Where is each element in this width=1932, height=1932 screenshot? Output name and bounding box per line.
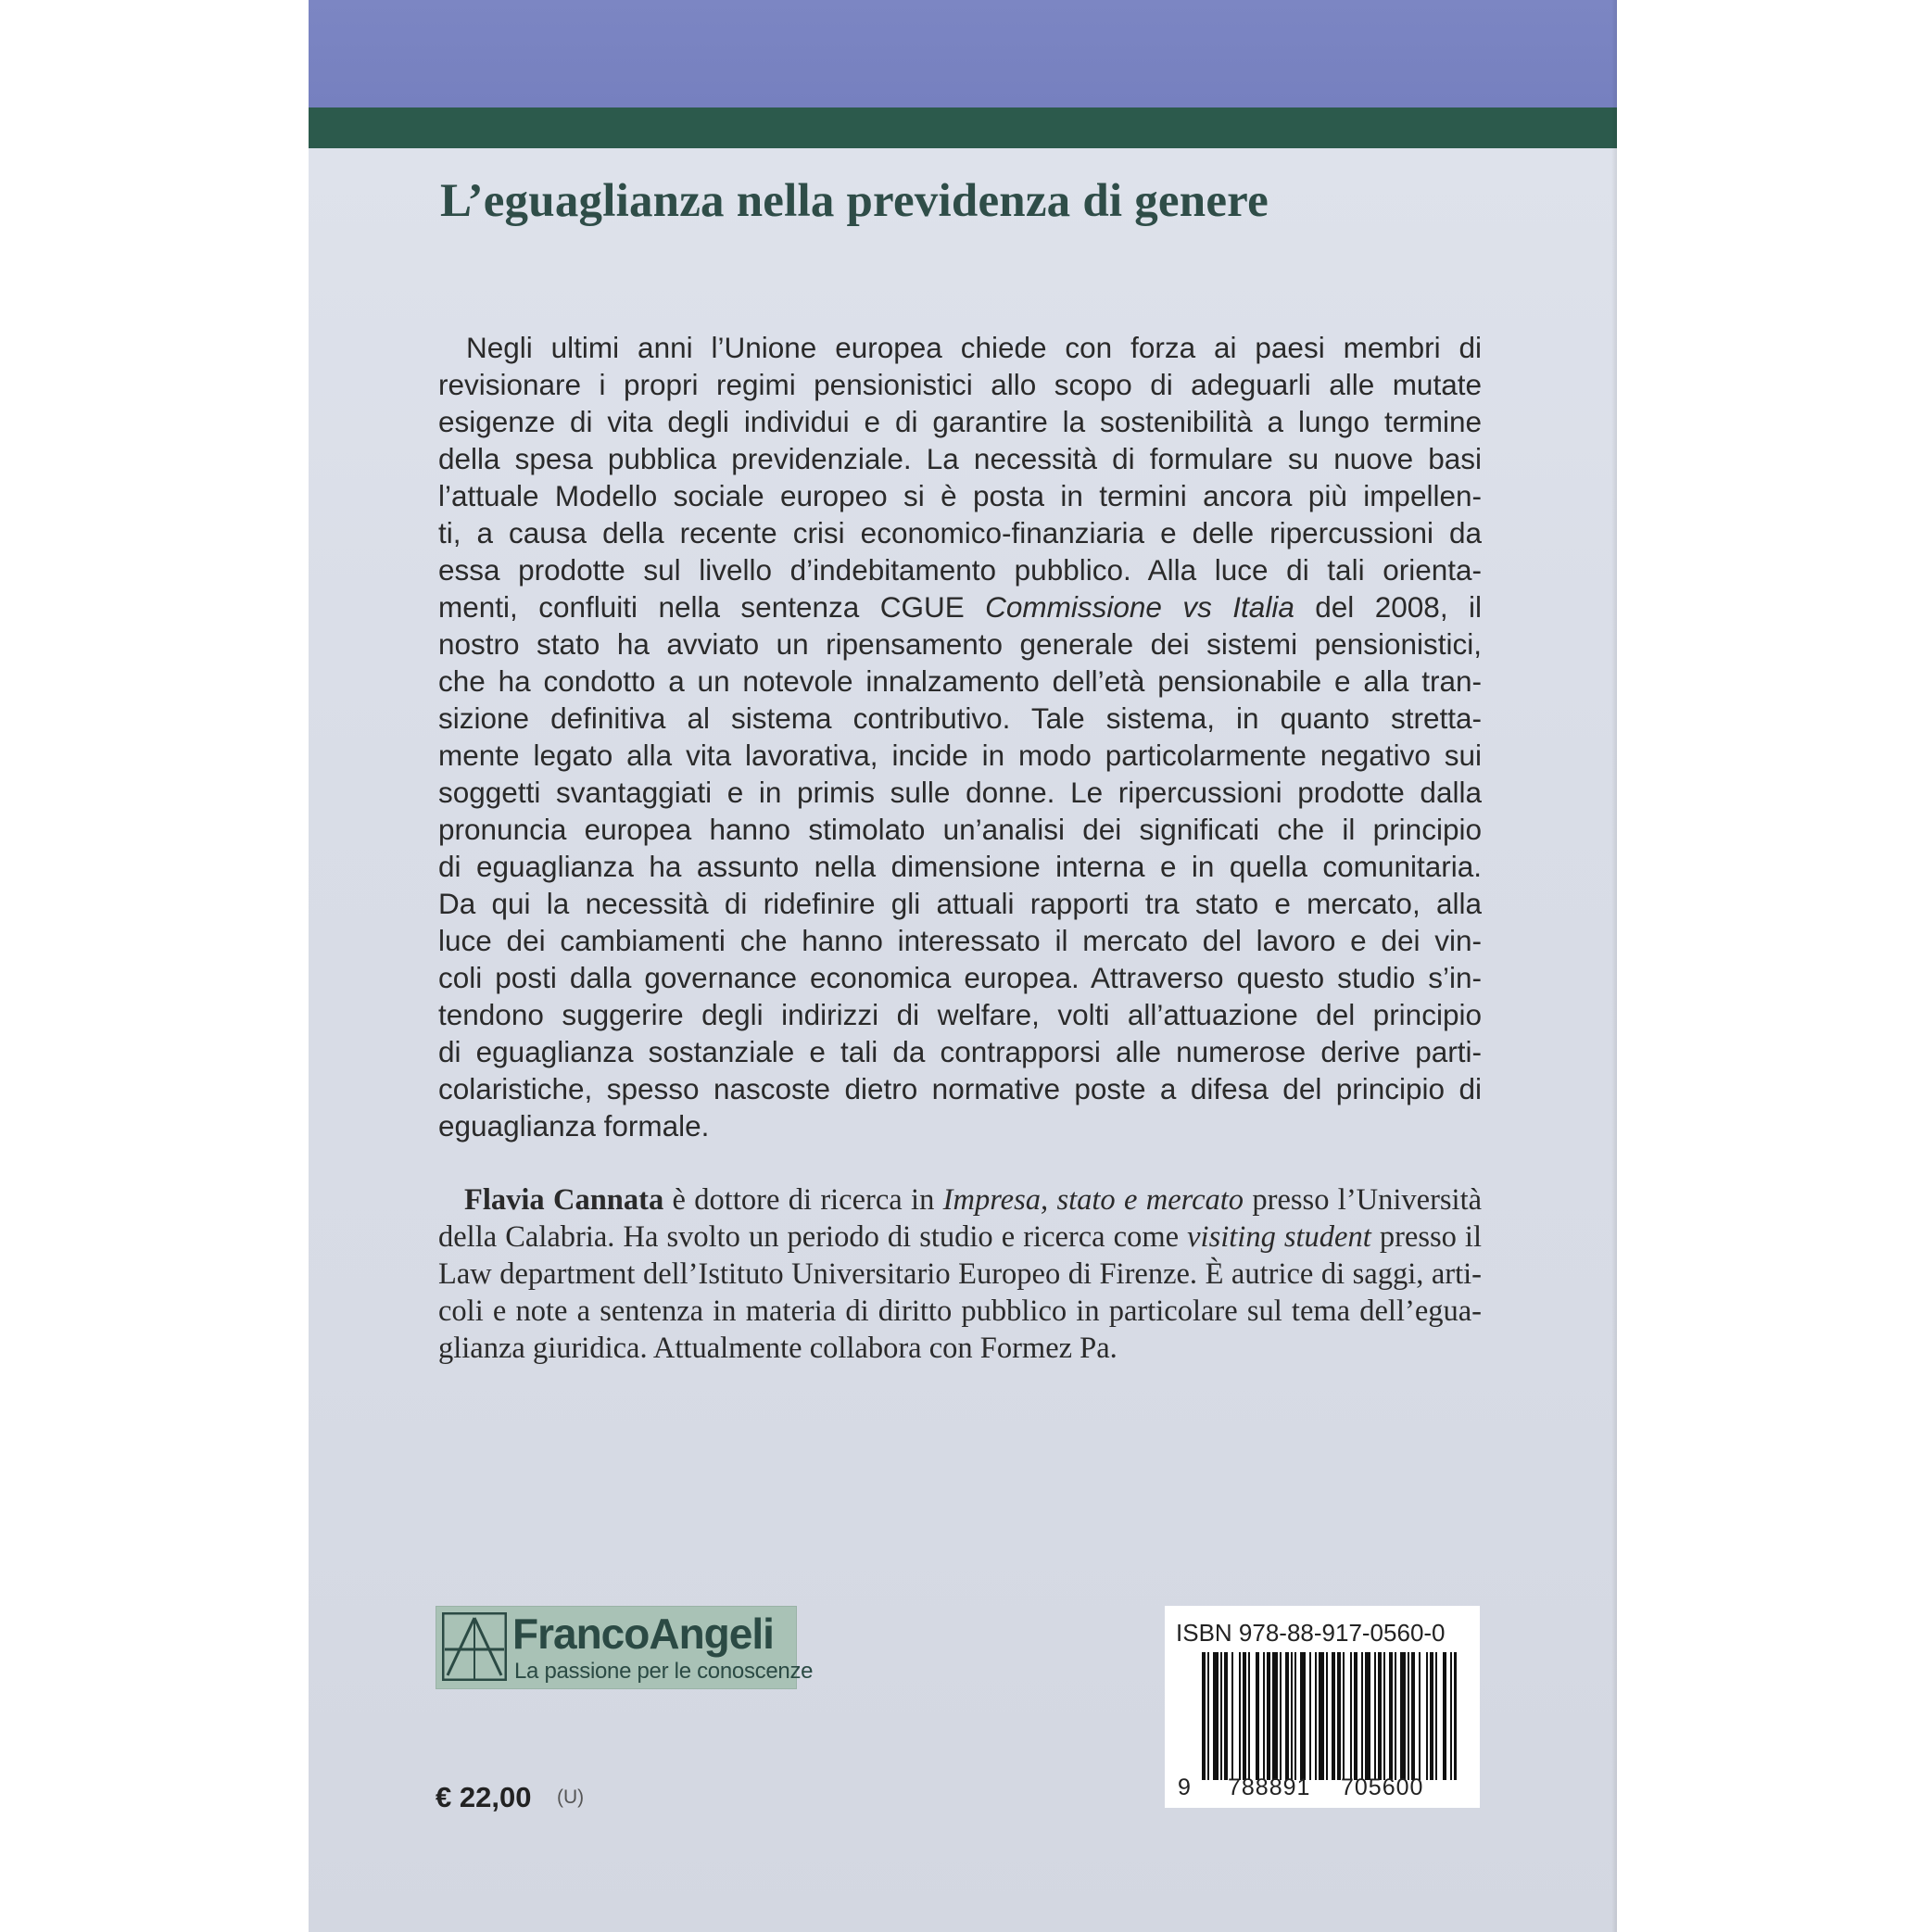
abstract-line: essa prodotte sul livello d’indebitamento pubblico. Alla luce di tali orienta- [438, 553, 1482, 587]
barcode-bar [1426, 1652, 1428, 1780]
barcode-bar [1419, 1652, 1421, 1780]
barcode-bar [1361, 1652, 1363, 1780]
barcode-bar [1435, 1652, 1437, 1780]
barcode-bar [1291, 1652, 1293, 1780]
abstract-line: della spesa pubblica previdenziale. La necessità di formulare su nuove basi [438, 442, 1482, 475]
barcode-bar [1411, 1652, 1415, 1780]
barcode-digits-left: 788891 [1228, 1774, 1311, 1800]
barcode-bar [1256, 1652, 1259, 1780]
barcode-digit-first: 9 [1178, 1774, 1191, 1800]
abstract-line: l’attuale Modello sociale europeo si è posta in termini ancora più impellen- [438, 479, 1482, 512]
barcode-bar [1408, 1652, 1409, 1780]
barcode-bar [1374, 1652, 1376, 1780]
barcode-bar [1294, 1652, 1296, 1780]
barcode-bar [1213, 1652, 1219, 1780]
abstract-line: Da qui la necessità di ridefinire gli attuali rapporti tra stato e mercato, alla [438, 887, 1482, 920]
bio-line: della Calabria. Ha svolto un periodo di studio e ricerca come visiting student presso il [438, 1220, 1482, 1254]
abstract-line: mente legato alla vita lavorativa, incide in modo particolarmente negativo sui [438, 739, 1482, 772]
abstract-line: nostro stato ha avviato un ripensamento generale dei sistemi pensionistici, [438, 627, 1482, 661]
isbn-number: ISBN 978-88-917-0560-0 [1176, 1619, 1446, 1647]
case-name: Commissione vs Italia [985, 590, 1294, 624]
barcode-bar [1300, 1652, 1306, 1780]
barcode-bar [1319, 1652, 1324, 1780]
bio-line: Law department dell’Istituto Universitario Europeo di Firenze. È autrice di saggi, arti- [438, 1257, 1482, 1291]
barcode-bar [1378, 1652, 1382, 1780]
book-back-cover [309, 0, 1617, 1932]
barcode-bar [1239, 1652, 1241, 1780]
barcode-bar [1243, 1652, 1246, 1780]
barcode-bar [1443, 1652, 1446, 1780]
barcode-bar [1285, 1652, 1289, 1780]
barcode-bar [1220, 1652, 1222, 1780]
barcode-bar [1272, 1652, 1278, 1780]
green-stripe [309, 107, 1617, 148]
bio-line: coli e note a sentenza in materia di diritto pubblico in particolare sul tema dell’egua- [438, 1294, 1482, 1328]
francoangeli-logo-icon [442, 1612, 507, 1681]
barcode-bar [1202, 1652, 1206, 1780]
top-color-band [309, 0, 1617, 107]
barcode-bar [1365, 1652, 1370, 1780]
barcode-bar [1430, 1652, 1433, 1780]
abstract-line: eguaglianza formale. [438, 1109, 710, 1143]
abstract-line: esigenze di vita degli individui e di garantire la sostenibilità a lungo termine [438, 405, 1482, 438]
barcode [1202, 1652, 1457, 1780]
abstract-line: ti, a causa della recente crisi economico-finanziaria e delle ripercussioni da [438, 516, 1482, 549]
author-bio [438, 1181, 1482, 1367]
barcode-bar [1207, 1652, 1209, 1780]
abstract-line: di eguaglianza sostanziale e tali da contrapporsi alle numerose derive parti- [438, 1035, 1482, 1068]
price-code: (U) [557, 1787, 585, 1808]
abstract-line: coli posti dalla governance economica europea. Attraverso questo studio s’in- [438, 961, 1482, 994]
barcode-bar [1400, 1652, 1406, 1780]
barcode-bar [1337, 1652, 1341, 1780]
abstract-line: revisionare i propri regimi pensionistici allo scopo di adeguarli alle mutate [438, 368, 1482, 401]
barcode-bar [1450, 1652, 1452, 1780]
barcode-bar [1280, 1652, 1282, 1780]
barcode-bar [1350, 1652, 1352, 1780]
barcode-bar [1248, 1652, 1250, 1780]
bio-line: Flavia Cannata è dottore di ricerca in Impresa, stato e mercato presso l’Università [464, 1183, 1483, 1217]
abstract-line: sizione definitiva al sistema contributivo. Tale sistema, in quanto stretta- [438, 701, 1482, 735]
abstract-line: luce dei cambiamenti che hanno interessato il mercato del lavoro e dei vin- [438, 924, 1482, 957]
barcode-bar [1309, 1652, 1311, 1780]
barcode-bar [1326, 1652, 1328, 1780]
abstract-line-with-case: menti, confluiti nella sentenza CGUE Commissione vs Italia del 2008, il [438, 590, 1482, 624]
abstract-text [438, 329, 1482, 1144]
abstract-line: tendono suggerire degli indirizzi di welfare, volti all’attuazione del principio [438, 998, 1482, 1031]
abstract-line: di eguaglianza ha assunto nella dimensione interna e in quella comunitaria. [438, 850, 1482, 883]
bio-line: glianza giuridica. Attualmente collabora con Formez Pa. [438, 1332, 1118, 1365]
barcode-bar [1343, 1652, 1345, 1780]
price: € 22,00 [436, 1781, 532, 1813]
publisher-tagline: La passione per le conoscenze [514, 1659, 814, 1684]
phd-program: Impresa, stato e mercato [942, 1183, 1244, 1217]
barcode-bar [1263, 1652, 1265, 1780]
abstract-line: colaristiche, spesso nascoste dietro normative poste a difesa del principio di [438, 1072, 1482, 1105]
publisher-logo [436, 1606, 814, 1689]
barcode-bar [1231, 1652, 1233, 1780]
barcode-bar [1395, 1652, 1396, 1780]
barcode-bar [1383, 1652, 1385, 1780]
barcode-bar [1454, 1652, 1457, 1780]
barcode-bar [1389, 1652, 1393, 1780]
barcode-bar [1267, 1652, 1270, 1780]
barcode-bar [1224, 1652, 1228, 1780]
abstract-line: soggetti svantaggiati e in primis sulle donne. Le ripercussioni prodotte dalla [438, 776, 1482, 809]
barcode-panel [1165, 1606, 1480, 1808]
book-title: L’eguaglianza nella previdenza di genere [440, 175, 1269, 227]
barcode-bar [1332, 1652, 1335, 1780]
abstract-line: Negli ultimi anni l’Unione europea chiede con forza ai paesi membri di [466, 331, 1482, 364]
barcode-digits-right: 705600 [1341, 1774, 1424, 1800]
barcode-bar [1315, 1652, 1317, 1780]
publisher-name: FrancoAngeli [512, 1610, 774, 1658]
abstract-line: pronuncia europea hanno stimolato un’analisi dei significati che il principio [438, 813, 1482, 846]
abstract-line: che ha condotto a un notevole innalzamento dell’età pensionabile e alla tran- [438, 664, 1482, 698]
author-name: Flavia Cannata [464, 1183, 664, 1217]
barcode-bar [1354, 1652, 1357, 1780]
